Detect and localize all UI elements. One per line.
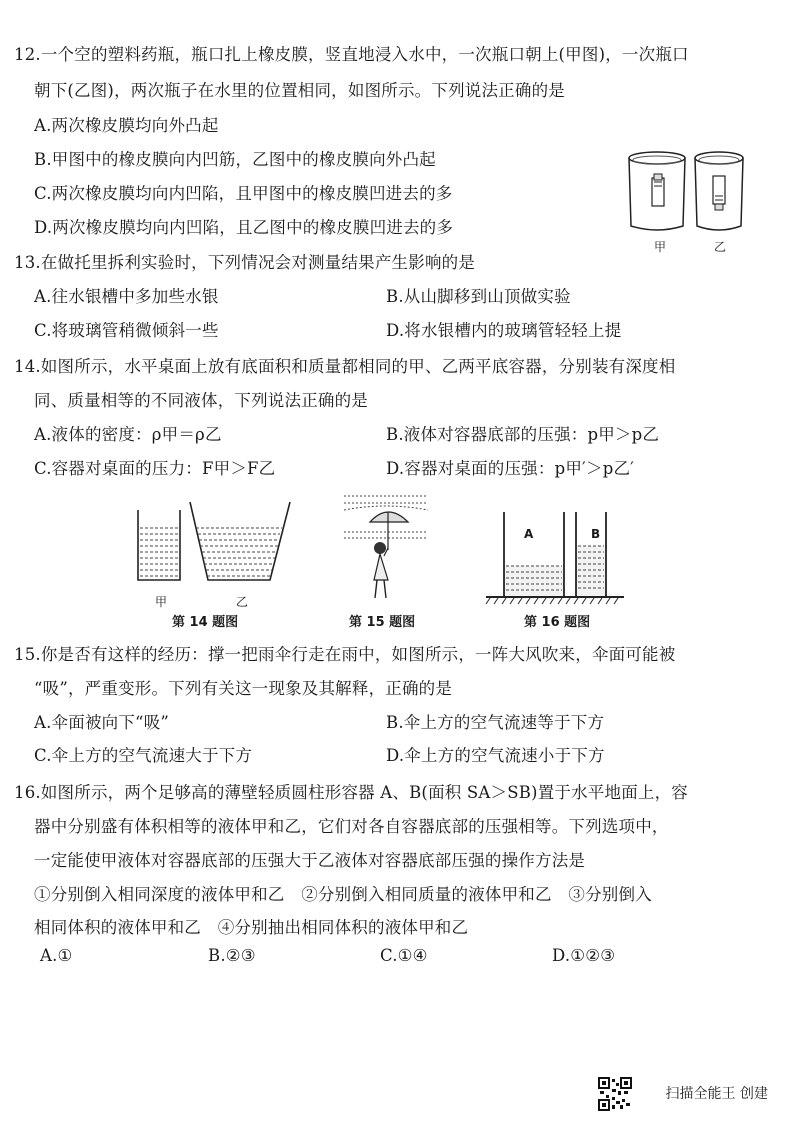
q13-option-c: C.将玻璃管稍微倾斜一些	[34, 321, 219, 340]
q15-option-d: D.伞上方的空气流速小于下方	[386, 746, 605, 765]
q12-option-b: B.甲图中的橡皮膜向内凹筋，乙图中的橡皮膜向外凸起	[34, 150, 436, 169]
q12-fig-label-yi: 乙	[714, 240, 727, 254]
q16-option-b: B.②③	[208, 946, 256, 965]
fig14-label-jia: 甲	[155, 595, 168, 609]
fig14-containers	[128, 500, 298, 592]
q14-stem-line1: 14.如图所示，水平桌面上放有底面积和质量都相同的甲、乙两平底容器，分别装有深度相	[14, 357, 676, 376]
q14-option-b: B.液体对容器底部的压强：p甲＞p乙	[386, 425, 660, 444]
q14-stem-line2: 同、质量相等的不同液体，下列说法正确的是	[34, 391, 368, 410]
q16-stem-line1: 16.如图所示，两个足够高的薄壁轻质圆柱形容器 A、B(面积 SA＞SB)置于水平地面上，容	[14, 783, 688, 802]
q15-option-a: A.伞面被向下“吸”	[34, 713, 170, 732]
fig16-containers	[484, 510, 626, 606]
fig14-caption: 第 14 题图	[172, 615, 239, 630]
fig15-caption: 第 15 题图	[349, 615, 416, 630]
q16-operations-line1: ①分别倒入相同深度的液体甲和乙 ②分别倒入相同质量的液体甲和乙 ③分别倒入	[34, 885, 652, 904]
q13-option-d: D.将水银槽内的玻璃管轻轻上提	[386, 321, 622, 340]
fig16-label-b: B	[591, 527, 601, 541]
q12-option-d: D.两次橡皮膜均向内凹陷，且乙图中的橡皮膜凹进去的多	[34, 218, 454, 237]
q12-option-a: A.两次橡皮膜均向外凸起	[34, 116, 219, 135]
q15-stem-line1: 15.你是否有这样的经历：撑一把雨伞行走在雨中，如图所示，一阵大风吹来，伞面可能被	[14, 645, 676, 664]
q16-option-d: D.①②③	[552, 946, 616, 965]
q16-stem-line2: 器中分别盛有体积相等的液体甲和乙，它们对各自容器底部的压强相等。下列选项中，	[34, 817, 669, 836]
q12-stem-line2: 朝下(乙图)，两次瓶子在水里的位置相同，如图所示。下列说法正确的是	[34, 81, 565, 100]
q16-operations-line2: 相同体积的液体甲和乙 ④分别抽出相同体积的液体甲和乙	[34, 918, 469, 937]
q13-option-a: A.往水银槽中多加些水银	[34, 287, 219, 306]
q15-stem-line2: “吸”，严重变形。下列有关这一现象及其解释，正确的是	[34, 679, 453, 698]
q12-stem-line1: 12.一个空的塑料药瓶，瓶口扎上橡皮膜，竖直地浸入水中，一次瓶口朝上(甲图)，一次瓶口	[14, 45, 689, 64]
q12-figure	[625, 146, 745, 236]
fig16-label-a: A	[524, 527, 534, 541]
fig15-umbrella-girl	[342, 488, 432, 606]
q16-stem-line3: 一定能使甲液体对容器底部的压强大于乙液体对容器底部压强的操作方法是	[34, 851, 586, 870]
q15-option-c: C.伞上方的空气流速大于下方	[34, 746, 253, 765]
q14-option-c: C.容器对桌面的压力：F甲＞F乙	[34, 459, 276, 478]
q15-option-b: B.伞上方的空气流速等于下方	[386, 713, 605, 732]
q16-option-c: C.①④	[380, 946, 428, 965]
q13-stem: 13.在做托里拆利实验时，下列情况会对测量结果产生影响的是	[14, 253, 476, 272]
q13-option-b: B.从山脚移到山顶做实验	[386, 287, 571, 306]
fig14-label-yi: 乙	[236, 595, 249, 609]
fig16-caption: 第 16 题图	[524, 615, 591, 630]
footer-scanner-credit: 扫描全能王 创建	[665, 1086, 768, 1102]
q12-fig-label-jia: 甲	[654, 240, 667, 254]
q14-option-a: A.液体的密度：ρ甲＝ρ乙	[34, 425, 222, 444]
q16-option-a: A.①	[40, 946, 73, 965]
q12-option-c: C.两次橡皮膜均向内凹陷，且甲图中的橡皮膜凹进去的多	[34, 184, 453, 203]
q14-option-d: D.容器对桌面的压强：p甲′＞p乙′	[386, 459, 635, 478]
qr-code-icon	[598, 1077, 632, 1111]
